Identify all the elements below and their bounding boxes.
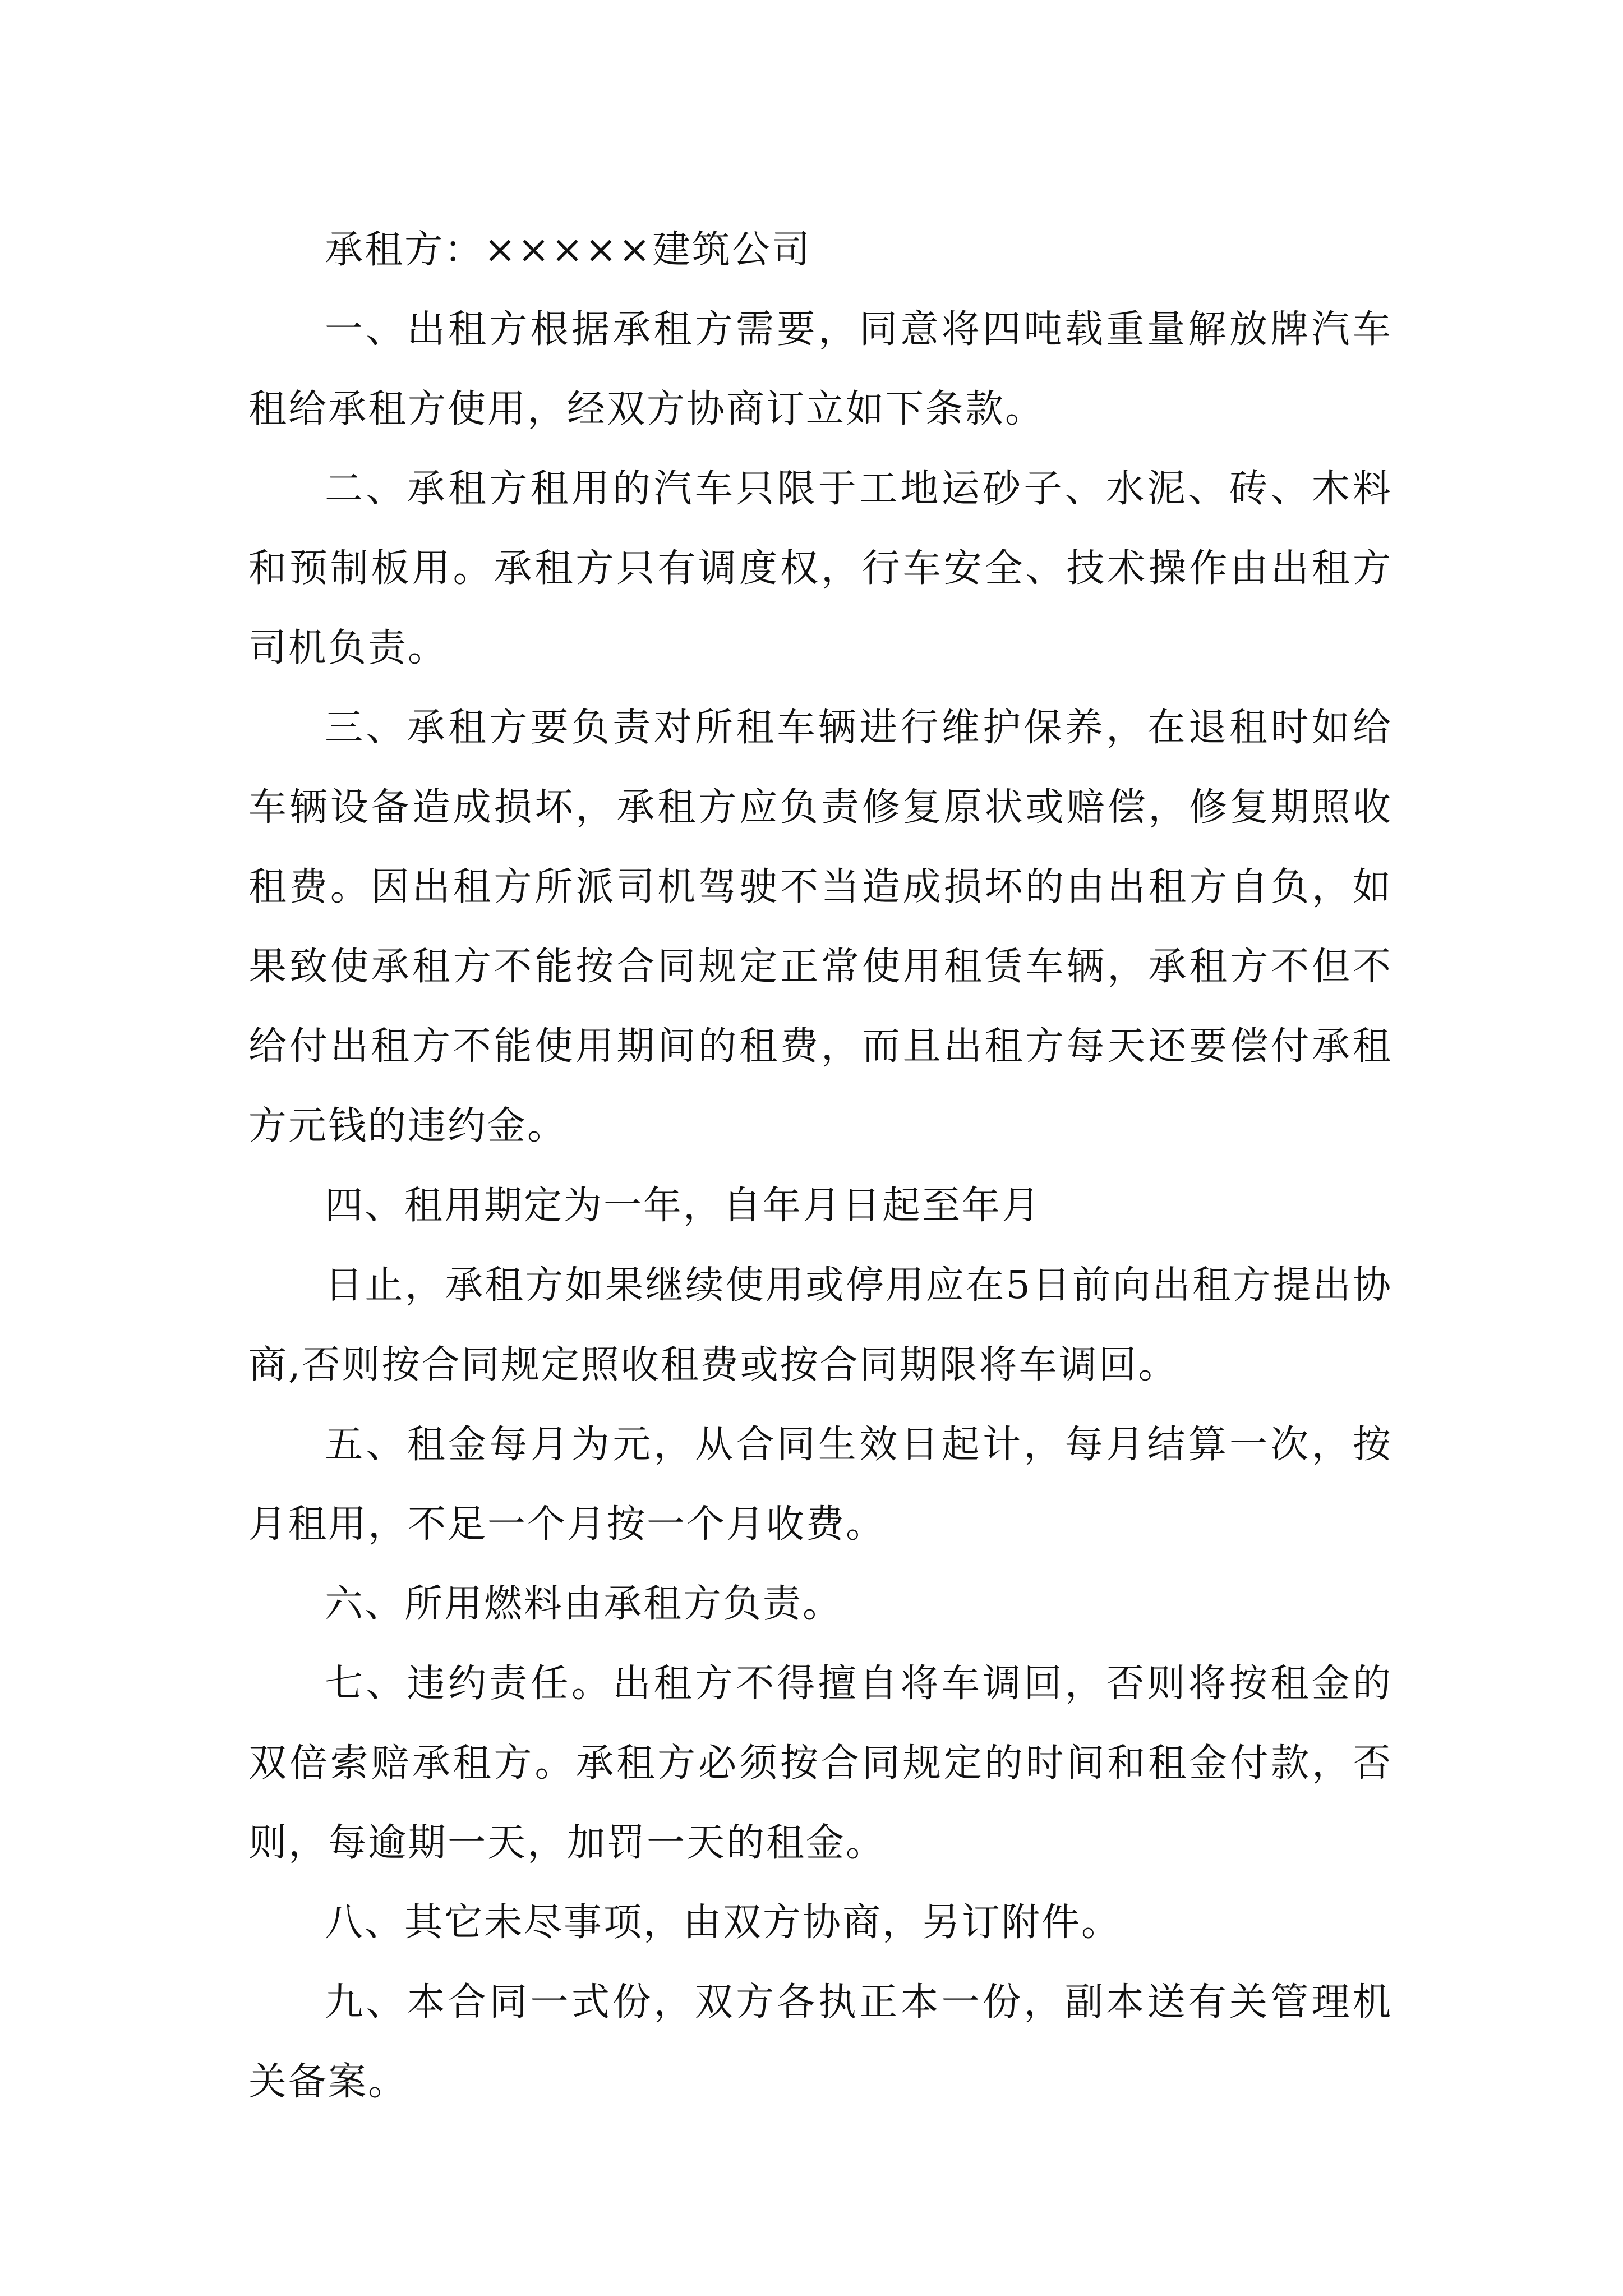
paragraph-clause-7: 七、违约责任。出租方不得擅自将车调回，否则将按租金的双倍索赔承租方。承租方必须按合同规定的时间和租金付款，否则，每逾期一天，加罚一天的租金。 xyxy=(248,1662,1393,1865)
paragraph-lessee: 承租方：×××××建筑公司 xyxy=(325,228,811,272)
paragraph-clause-6: 六、所用燃料由承租方负责。 xyxy=(325,1582,843,1626)
paragraph-clause-4-cont: 日止，承租方如果继续使用或停用应在5日前向出租方提出协商,否则按合同规定照收租费或按合同期限将车调回。 xyxy=(248,1263,1393,1387)
contract-body xyxy=(248,210,1393,2122)
paragraph-clause-5: 五、租金每月为元，从合同生效日起计，每月结算一次，按月租用，不足一个月按一个月收费。 xyxy=(248,1423,1393,1547)
paragraph-clause-1: 一、出租方根据承租方需要，同意将四吨载重量解放牌汽车租给承租方使用，经双方协商订立如下条款。 xyxy=(248,307,1393,431)
paragraph-clause-9: 九、本合同一式份，双方各执正本一份，副本送有关管理机关备案。 xyxy=(248,1980,1393,2104)
paragraph-clause-2: 二、承租方租用的汽车只限于工地运砂子、水泥、砖、木料和预制板用。承租方只有调度权，行车安全、技术操作由出租方司机负责。 xyxy=(248,467,1393,670)
paragraph-clause-3: 三、承租方要负责对所租车辆进行维护保养，在退租时如给车辆设备造成损坏，承租方应负责修复原状或赔偿，修复期照收租费。因出租方所派司机驾驶不当造成损坏的由出租方自负，如果致使承租方不能按合同规定正常使用租赁车辆，承租方不但不给付出租方不能使用期间的租费，而且出租方每天还要偿付承租方元钱的违约金。 xyxy=(248,706,1393,1148)
paragraph-clause-4: 四、租用期定为一年，自年月日起至年月 xyxy=(325,1184,1042,1228)
paragraph-clause-8: 八、其它未尽事项，由双方协商，另订附件。 xyxy=(325,1901,1122,1945)
